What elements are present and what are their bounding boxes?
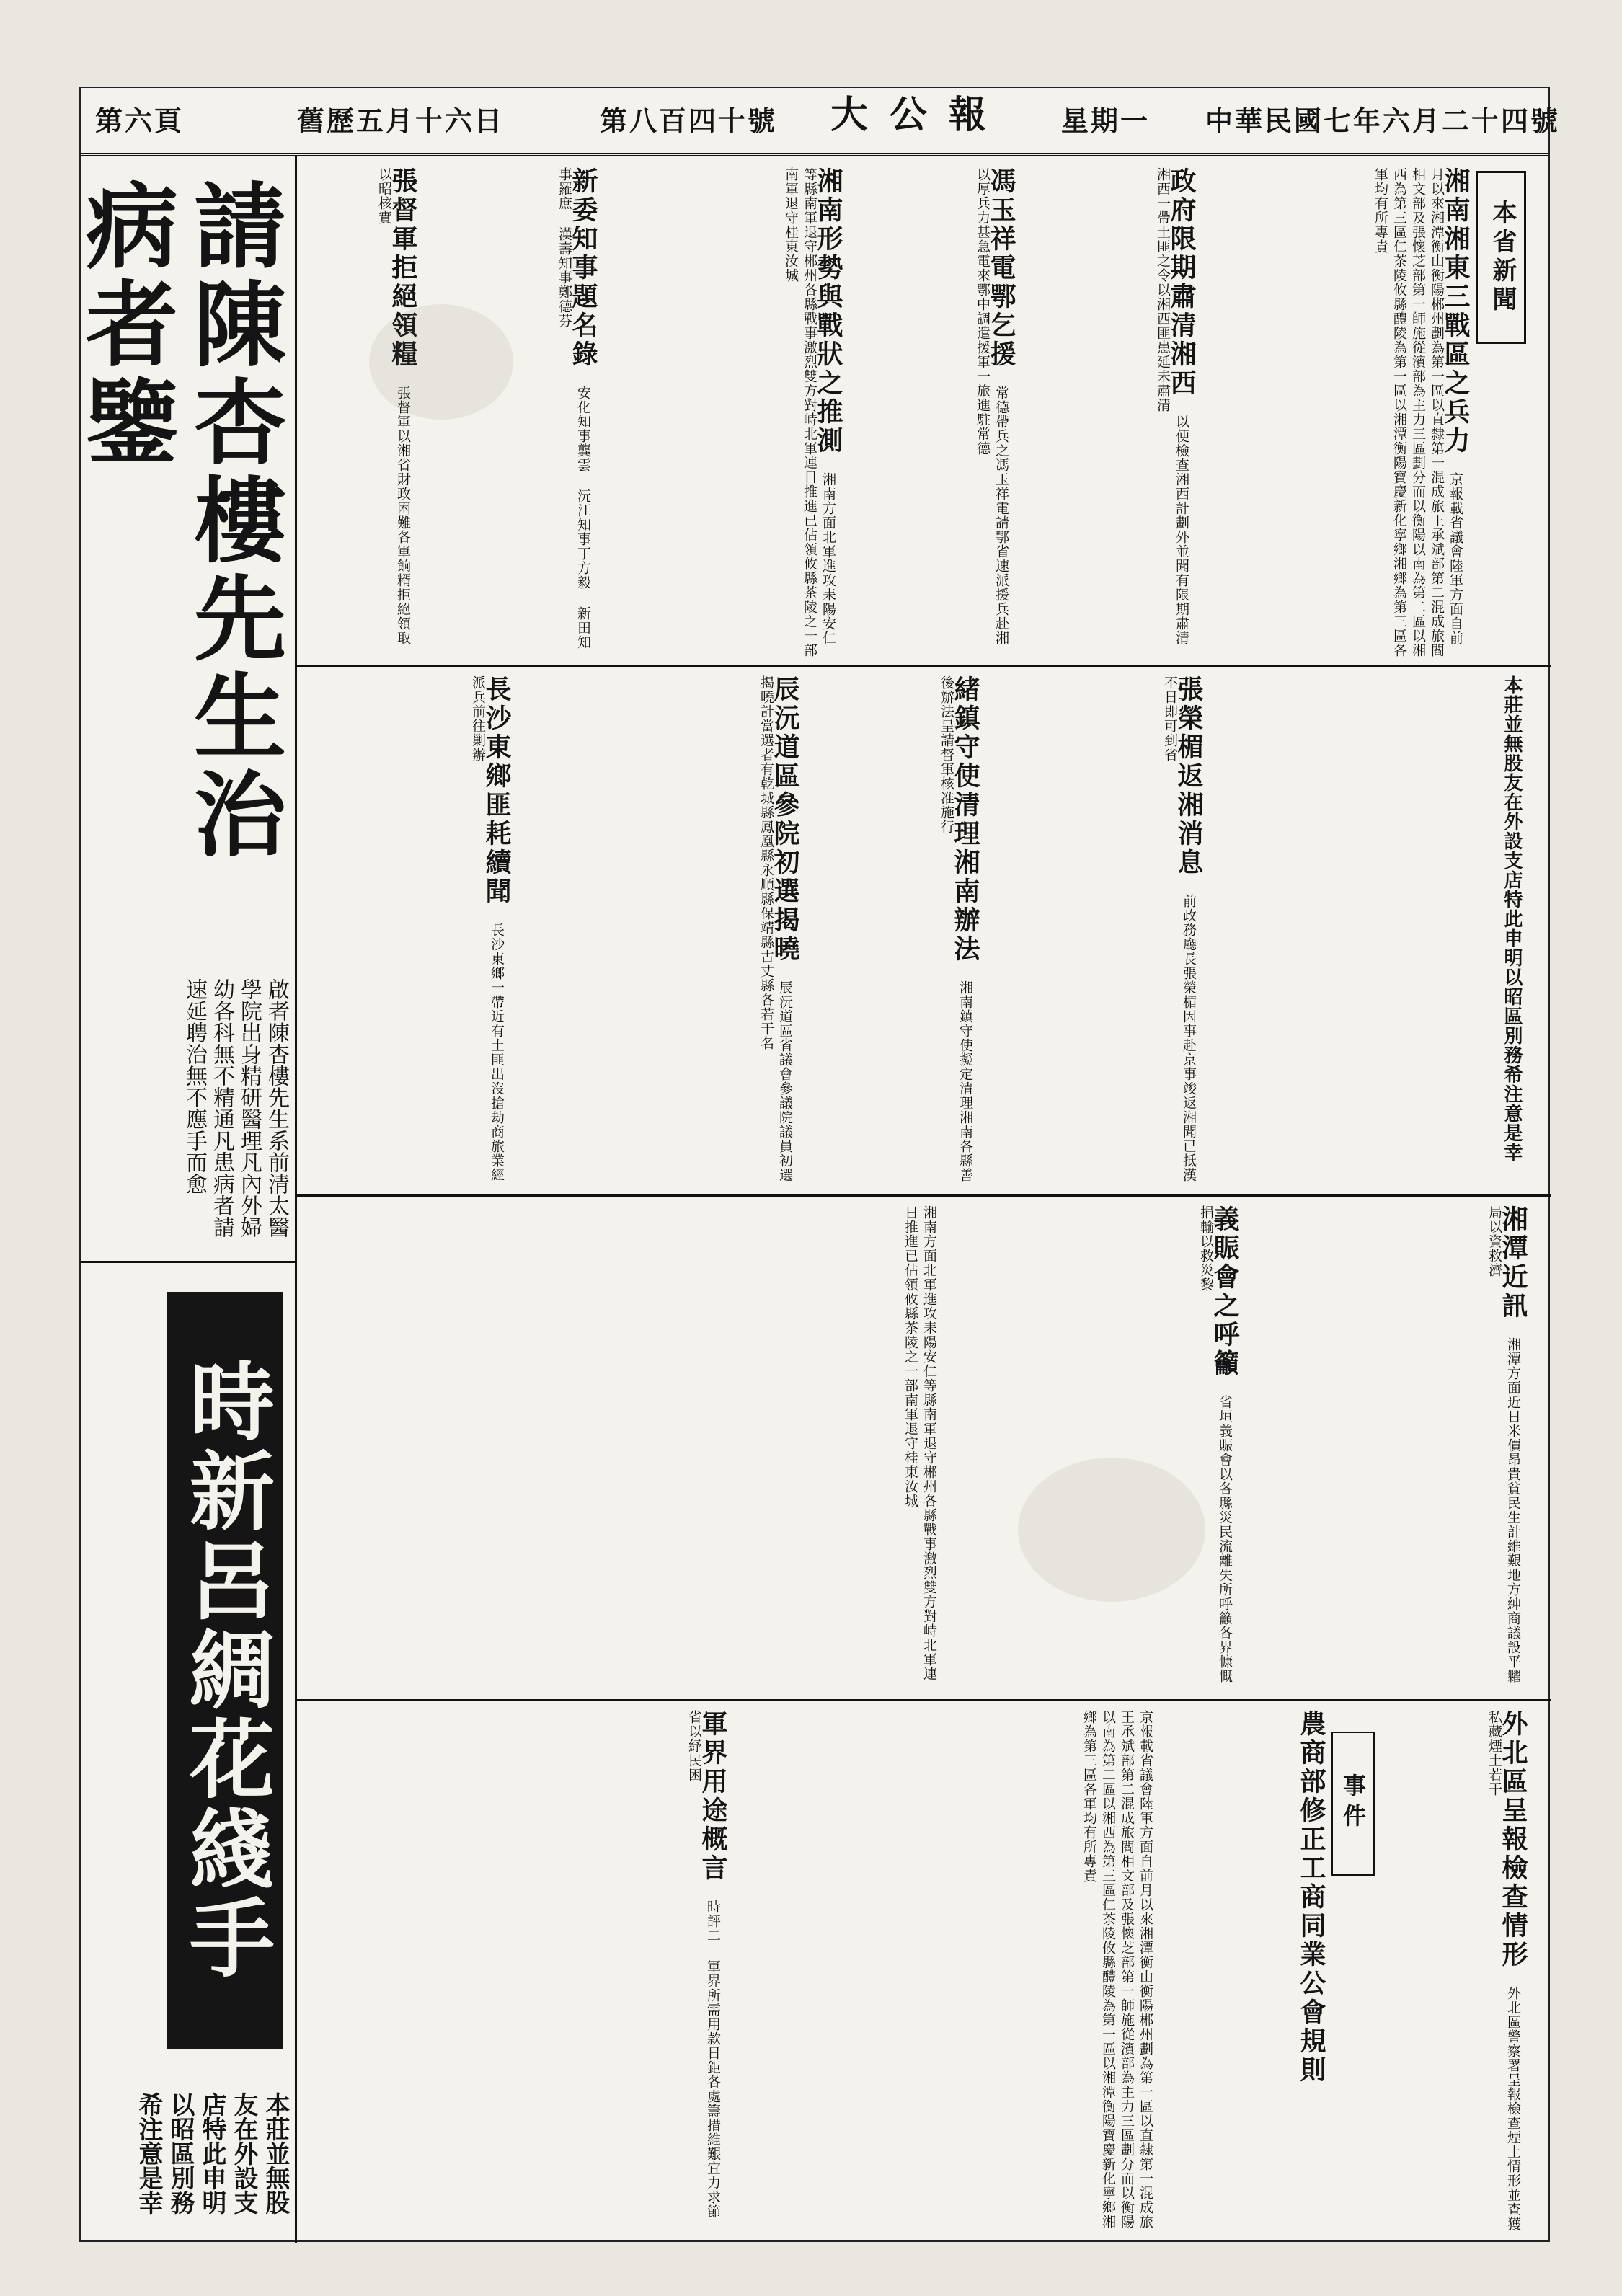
article-body: 省垣義賑會以各縣災民流離失所呼籲各界慷慨捐輸以救災黎 <box>1198 1205 1233 1683</box>
tier-divider <box>297 1699 1551 1701</box>
issue-number: 第八百四十號 <box>600 105 778 137</box>
article-body: 張督軍以湘省財政困難各軍餉糈拒絕領取以昭核實 <box>376 167 411 645</box>
article-body: 前政務廳長張榮楣因事赴京事竣返湘聞已抵漢不日即可到省 <box>1162 675 1197 1182</box>
page-number: 第六頁 <box>95 105 185 137</box>
lunar-date: 舊歷五月十六日 <box>297 105 505 137</box>
article-body: 湘南鎮守使擬定清理湘南各縣善後辦法呈請督軍核准施行 <box>939 675 973 1182</box>
article-headline: 湘南湘東三戰區之兵力 <box>1440 167 1471 456</box>
article <box>845 167 1016 657</box>
news-briefs-text: 湘南方面北軍進攻耒陽安仁等縣南軍退守郴州各縣戰事激烈雙方對峙北軍連日推進已佔領攸縣茶陵之一部南軍退守桂東汝城 <box>903 1205 937 1681</box>
article-headline: 緒鎮守使清理湘南辦法 <box>950 675 980 964</box>
article <box>513 675 800 1187</box>
ad-silk <box>81 1263 295 2243</box>
notice-label: 事件 <box>1331 1732 1375 1876</box>
ad-silk-title: 時新呂綢花綫手 <box>167 1292 283 2049</box>
ad-silk-body: 本莊並無股友在外設支店特此申明以昭區別務希注意是幸 <box>134 2092 290 2215</box>
advertisement-column <box>70 156 297 2243</box>
article-headline: 外北區呈報檢查情形 <box>1498 1710 1528 1969</box>
article <box>802 675 980 1187</box>
article-headline: 張督軍拒絕領糧 <box>388 167 418 369</box>
article <box>946 1205 1240 1688</box>
article-body: 以便檢查湘西計劃外並聞有限期肅清湘西一帶土匪之令以湘西匪患延未肅清 <box>1155 167 1189 645</box>
article-body: 湘南方面北軍進攻耒陽安仁等縣南軍退守郴州各縣戰事激烈雙方對峙北軍連日推進已佔領攸縣茶陵之一部南軍退守桂東汝城 <box>783 167 836 657</box>
commentary-text: 本莊並無股友在外設支店特此申明以昭區別務希注意是幸 <box>1501 675 1523 1162</box>
article-headline: 辰沅道區參院初選揭曉 <box>770 675 800 964</box>
ad-doctor-title: 請陳杏樓先生治病者鑒 <box>70 178 286 864</box>
article-headline: 湘南形勢與戰狀之推測 <box>813 167 843 456</box>
weekday: 星期一 <box>1061 105 1151 137</box>
article-body: 常德帶兵之馮玉祥電請鄂省速派援兵赴湘以厚兵力甚急電來鄂中調遣援軍一旅進駐常德 <box>975 167 1009 645</box>
regulation-body <box>730 1710 1155 2233</box>
news-briefs <box>308 1205 939 1688</box>
article-headline: 湘潭近訊 <box>1498 1205 1528 1321</box>
article <box>982 675 1204 1187</box>
ad-doctor <box>70 156 295 1263</box>
article <box>308 1710 728 2233</box>
article-headline: 新委知事題名錄 <box>568 167 598 369</box>
paper-stain <box>369 304 513 420</box>
article <box>1414 1710 1528 2233</box>
article-headline: 長沙東鄉匪耗續聞 <box>482 675 512 906</box>
publication-date: 中華民國七年六月二十四號 <box>1205 105 1561 137</box>
article-body: 京報載省議會陸軍方面自前月以來湘潭衡山衡陽郴州劃為第一區以直隸第一混成旅王承斌部第二混成旅閻相文部及張懷芝部第一師施從濱部為主力三區劃分而以衡陽以南為第二區以湘西為第三區仁茶陵攸縣醴陵為第一區以湘潭衡陽寶慶新化寧鄉湘鄉為第三區各軍均有所專責 <box>1373 167 1463 657</box>
article <box>308 167 418 657</box>
article-body: 湘潭方面近日米價昂貴貧民生計維艱地方紳商議設平糶局以資救濟 <box>1486 1205 1521 1683</box>
article-headline: 義賑會之呼籲 <box>1210 1205 1240 1378</box>
regulation <box>1162 1710 1326 2233</box>
ad-doctor-body: 啟者陳杏樓先生系前清太醫學院出身精研醫理凡內外婦幼各科無不精通凡患病者請速延聘治無不應手而愈 <box>182 978 289 1238</box>
article-headline: 張榮楣返湘消息 <box>1174 675 1204 877</box>
local-news-label: 本省新聞 <box>1476 171 1526 344</box>
article <box>308 675 512 1187</box>
article <box>1241 1205 1528 1688</box>
article <box>1198 167 1471 657</box>
article-body: 辰沅道區省議會參議院議員初選揭曉計當選者有乾城縣鳳凰縣永順縣保靖縣古丈縣各若干名 <box>758 675 793 1182</box>
newspaper-page <box>70 87 1561 2242</box>
masthead <box>81 88 1561 156</box>
article <box>1018 167 1197 657</box>
article <box>600 167 843 657</box>
regulation-text: 京報載省議會陸軍方面自前月以來湘潭衡山衡陽郴州劃為第一區以直隸第一混成旅王承斌部第二混成旅閻相文部及張懷芝部第一師施從濱部為主力三區劃分而以衡陽以南為第二區以湘西為第三區仁茶陵攸縣醴陵為第一區以湘潭衡陽寶慶新化寧鄉湘鄉為第三區各軍均有所專責 <box>1081 1710 1153 2229</box>
paper-name: 大公報 <box>830 93 1009 137</box>
article-headline: 馮玉祥電鄂乞援 <box>986 167 1016 369</box>
tier-divider <box>297 1194 1551 1197</box>
article-headline: 政府限期肅清湘西 <box>1166 167 1197 398</box>
paper-stain <box>1018 1458 1205 1602</box>
article-body: 時評二 軍界所需用款日鉅各處籌措維艱宜力求節省以紓民困 <box>686 1710 721 2219</box>
article-body: 安化知事龔雲 沅江知事丁方毅 新田知事羅庶 漢壽知事鄭德芬 <box>557 167 591 650</box>
article-body: 外北區警察署呈報檢查煙土情形並查獲私藏煙土若干 <box>1486 1710 1521 2231</box>
commentary <box>1205 675 1523 1187</box>
article-headline: 軍界用途概言 <box>698 1710 728 1883</box>
tier-divider <box>297 665 1551 667</box>
regulation-headline: 農商部修正工商同業公會規則 <box>1296 1710 1326 2085</box>
article-body: 長沙東鄉一帶近有土匪出沒搶劫商旅業經派兵前往剿辦 <box>470 675 505 1182</box>
